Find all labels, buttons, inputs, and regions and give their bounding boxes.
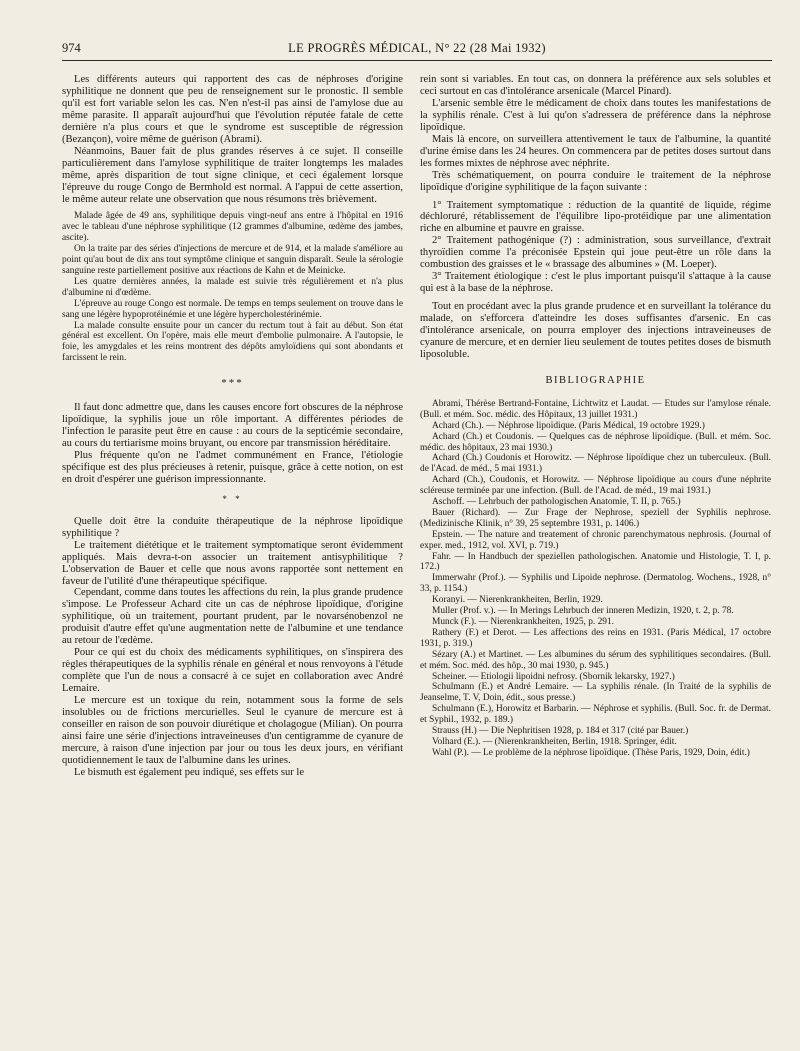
bibliography-entry: Achard (Ch.). — Néphrose lipoïdique. (Paris Médical, 19 octobre 1929.) [432,420,705,431]
bibliography-entry: Munck (F.). — Nierenkrankheiten, 1925, p. 291. [432,617,615,627]
paragraph: Les différents auteurs qui rapportent des cas de néphroses d'origine syphilitique ne donnent que peu de renseignement sur le pronostic. Il semble qu'il est fort variable selon les cas. N'en n'est-il pas ainsi de l'amylose due au même parasite. Il apparaît aujourd'hui que l'évolution réputée fatale de cette dernière n'a plus cours et que le syndrome est susceptible de régression (Bezançon), voire même de guérison (Abrami). [62,74,403,145]
bibliography-entry: Schulmann (E.), Horowitz et Barbarin. — Néphrose et syphilis. (Bull. Soc. fr. de Dermat. et Syphil., 1932, p. 189.) [420,704,771,726]
left-column [62,74,403,779]
paragraph: Le bismuth est également peu indiqué, ses effets sur le [74,766,305,778]
bibliography-heading: BIBLIOGRAPHIE [545,374,646,386]
page-number: 974 [62,41,81,55]
bibliography-entry: Fahr. — In Handbuch der speziellen pathologischen. Anatomie und Histologie, T. I, p. 172.) [420,551,771,573]
paragraph: L'arsenic semble être le médicament de choix dans toutes les manifestations de la syphilis rénale. C'est à lui qu'on s'adressera de préférence dans la néphrose lipoïdique. [420,97,771,133]
paragraph: rein sont si variables. En tout cas, on donnera la préférence aux sels solubles et ceci surtout en cas d'intolérance arsenicale (Marcel Pinard). [420,74,771,97]
bibliography-entry: Achard (Ch.), Coudonis, et Horowitz. — Néphrose lipoïdique au cours d'une néphrite scléreuse terminée par une infection. (Bull. de l'Acad. de méd., 19 mai 1931.) [420,475,771,497]
paragraph: Néanmoins, Bauer fait de plus grandes réserves à ce sujet. Il conseille particulièrement dans l'amylose syphilitique de traiter longtemps les malades même, après disparition de tout signe clinique, et ceci également lorsque l'épreuve du rouge Congo de Bermhold est normal. A l'appui de cette assertion, le même auteur relate une observation que nous résumons très brièvement. [62,145,403,205]
paragraph: Le mercure est un toxique du rein, notamment sous la forme de sels insolubles ou de frictions mercurielles. Seul le cyanure de mercure est à conseiller en raison de son pouvoir diurétique et cholagogue (Milian). On pourra ainsi faire une série d'injections intraveineuses d'un centigramme de cyanure de mercure, à raison d'une injection par jour ou tous les deux jours, en vérifiant quotidiennement le taux de l'albumine dans les urines. [62,695,403,766]
paragraph: Quelle doit être la conduite thérapeutique de la néphrose lipoïdique syphilitique ? [62,515,403,539]
paragraph: Le traitement diététique et le traitement symptomatique seront évidemment appliqués. Mais devra-t-on associer un traitement antisyphilitique ? L'observation de Bauer et celle que nous avons rapportée sont nettement en faveur de l'utilité d'une thérapeutique spécifique. [62,539,403,587]
paragraph: Tout en procédant avec la plus grande prudence et en surveillant la tolérance du malade, on s'efforcera d'atteindre les doses suffisantes d'arsenic. En cas d'intolérance arsenicale, on pourra employer des injections intraveineuses de cyanure de mercure, et en dernier lieu seulement de toutes petites doses de bismuth liposoluble. [420,301,771,360]
section-separator: *** [221,377,244,390]
case-paragraph: On la traite par des séries d'injections de mercure et de 914, et la malade s'améliore au point qu'au bout de dix ans tout symptôme clinique et sanguin disparaît. Seule la sérologie sanguine reste partiellement positive aux réactions de Kahn et de Meinicke. [62,244,403,277]
bibliography-entry: Bauer (Richard). — Zur Frage der Nephrose, speziell der Syphilis nephrose. (Medizinische Klinik, n° 39, 25 septembre 1931, p. 1406.) [420,507,771,529]
treatment-item: 3° Traitement étiologique : c'est le plus important puisqu'il s'attaque à la cause qui est à la base de la néphrose. [420,271,771,295]
case-paragraph: Malade âgée de 49 ans, syphilitique depuis vingt-neuf ans entre à l'hôpital en 1916 avec le tableau d'une néphrose syphilitique (12 grammes d'albumine, œdème des jambes, ascite). [62,211,403,244]
bibliography-entry: Sézary (A.) et Martinet. — Les albumines du sérum des syphilitiques secondaires. (Bull. et mém. Soc. méd. des hôp., 30 mai 1930, p. 945.) [420,649,771,671]
journal-title: LE PROGRÈS MÉDICAL, N° 22 (28 Mai 1932) [288,41,546,55]
paragraph: Pour ce qui est du choix des médicaments syphilitiques, on s'inspirera des règles thérapeutiques de la syphilis rénale en général et nous renvoyons à l'étude complète que l'un de nous a consacré à ce sujet en collaboration avec André Lemaire. [62,647,403,695]
bibliography-list [420,399,771,759]
right-column [420,74,771,759]
bibliography-entry: Wahl (P.). — Le problème de la néphrose lipoïdique. (Thèse Paris, 1929, Doin, édit.) [432,747,750,758]
case-paragraph: Les quatre dernières années, la malade est suivie très régulièrement et n'a plus d'albumine ni d'œdème. [62,276,403,298]
bibliography-entry: Schulmann (E.) et André Lemaire. — La syphilis rénale. (In Traité de la syphilis de Jeanselme, T. V, Doin, édit., sous presse.) [420,682,771,704]
treatment-item: 1° Traitement symptomatique : réduction de la quantité de liquide, régime déchloruré, rétablissement de l'équilibre lipo-protéidique par une alimentation riche en albumine et pauvre en graisse. [420,199,771,235]
page-header [62,38,772,61]
case-paragraph: La malade consulte ensuite pour un cancer du rectum tout à fait au début. Son état général est excellent. On l'opère, mais elle meurt d'embolie pulmonaire. A l'autopsie, le foie, les amygdales et les reins montrent des dépôts amyloïdiens qui sont abondants et farcissent le rein. [62,320,403,364]
paragraph: Très schématiquement, on pourra conduire le traitement de la néphrose lipoïdique d'origine syphilitique de la façon suivante : [420,169,771,193]
treatment-item: 2° Traitement pathogénique (?) : administration, sous surveillance, d'extrait thyroïdien comme l'a préconisée Epstein qui joue peut-être un rôle dans la combustion des graisses et le « brassage des albumines » (M. Loeper). [420,235,771,271]
bibliography-entry: Strauss (H.) — Die Nephritisen 1928, p. 184 et 317 (cité par Bauer.) [432,726,689,737]
bibliography-entry: Scheiner. — Etiologii lipoidni nefrosy. (Sbornik lekarsky, 1927.) [432,671,675,682]
paragraph: Il faut donc admettre que, dans les causes encore fort obscures de la néphrose lipoïdique, la syphilis joue un rôle important. A différentes périodes de l'infection le parasite peut être en cause : au cours de la septicémie secondaire, au cours du tertiarisme moins bruyant, ou encore par transmission héréditaire. [62,402,403,449]
bibliography-entry: Abrami, Thérèse Bertrand-Fontaine, Lichtwitz et Laudat. — Etudes sur l'amylose rénale. (Bull. et mém. Soc. médic. des Hôpitaux, 13 juillet 1931.) [420,398,771,420]
paragraph: Plus fréquente qu'on ne l'admet communément en France, l'étiologie spécifique est des plus précieuses à retenir, puisque, grâce à cette notion, on est en droit d'espérer une guérison impressionnante. [62,449,403,485]
paragraph: Cependant, comme dans toutes les affections du rein, la plus grande prudence s'impose. Le Professeur Achard cite un cas de néphrose lipoïdique, d'origine syphilitique, où un traitement, pourtant prudent, par le novarsénobenzol ne produisit d'autre effet qu'une augmentation nette de l'albumine et une tendance au retour de l'œdème. [62,587,403,647]
bibliography-entry: Aschoff. — Lehrbuch der pathologischen Anatomie, T. II, p. 765.) [432,497,681,508]
bibliography-entry: Achard (Ch.) Coudonis et Horowitz. — Néphrose lipoïdique chez un tuberculeux. (Bull. de l'Acad. de méd., 5 mai 1931.) [420,453,771,475]
bibliography-entry: Rathery (F.) et Derot. — Les affections des reins en 1931. (Paris Médical, 17 octobre 1931, p. 319.) [420,627,771,649]
bibliography-entry: Immerwahr (Prof.). — Syphilis und Lipoide nephrose. (Dermatolog. Wochens., 1928, n° 33, p. 1154.) [420,573,771,595]
case-report [62,211,403,364]
bibliography-entry: Epstein. — The nature and treatement of chronic parenchymatous nephrosis. (Journal of exper. med., 1912, vol. XVI, p. 719.) [420,529,771,551]
bibliography-entry: Volhard (E.). — (Nierenkrankheiten, Berlin, 1918. Springer, édit. [432,736,677,747]
case-paragraph: L'épreuve au rouge Congo est normale. De temps en temps seulement on trouve dans le sang une légère hypoprotéinémie et une légère hypercholestérinémie. [62,298,403,320]
section-separator: * * [222,493,243,504]
paragraph: Mais là encore, on surveillera attentivement le taux de l'albumine, la quantité d'urine émise dans les 24 heures. On commencera par de petites doses surtout dans les formes mixtes de néphrose avec néphrite. [420,133,771,169]
bibliography-entry: Muller (Prof. v.). — In Merings Lehrbuch der inneren Medizin, 1920, t. 2, p. 78. [432,606,734,617]
bibliography-entry: Koranyi. — Nierenkrankheiten, Berlin, 1929. [432,595,603,606]
bibliography-entry: Achard (Ch.) et Coudonis. — Quelques cas de néphrose lipoïdique. (Bull. et mém. Soc. médic. des hôpitaux, 23 mai 1930.) [420,431,771,453]
